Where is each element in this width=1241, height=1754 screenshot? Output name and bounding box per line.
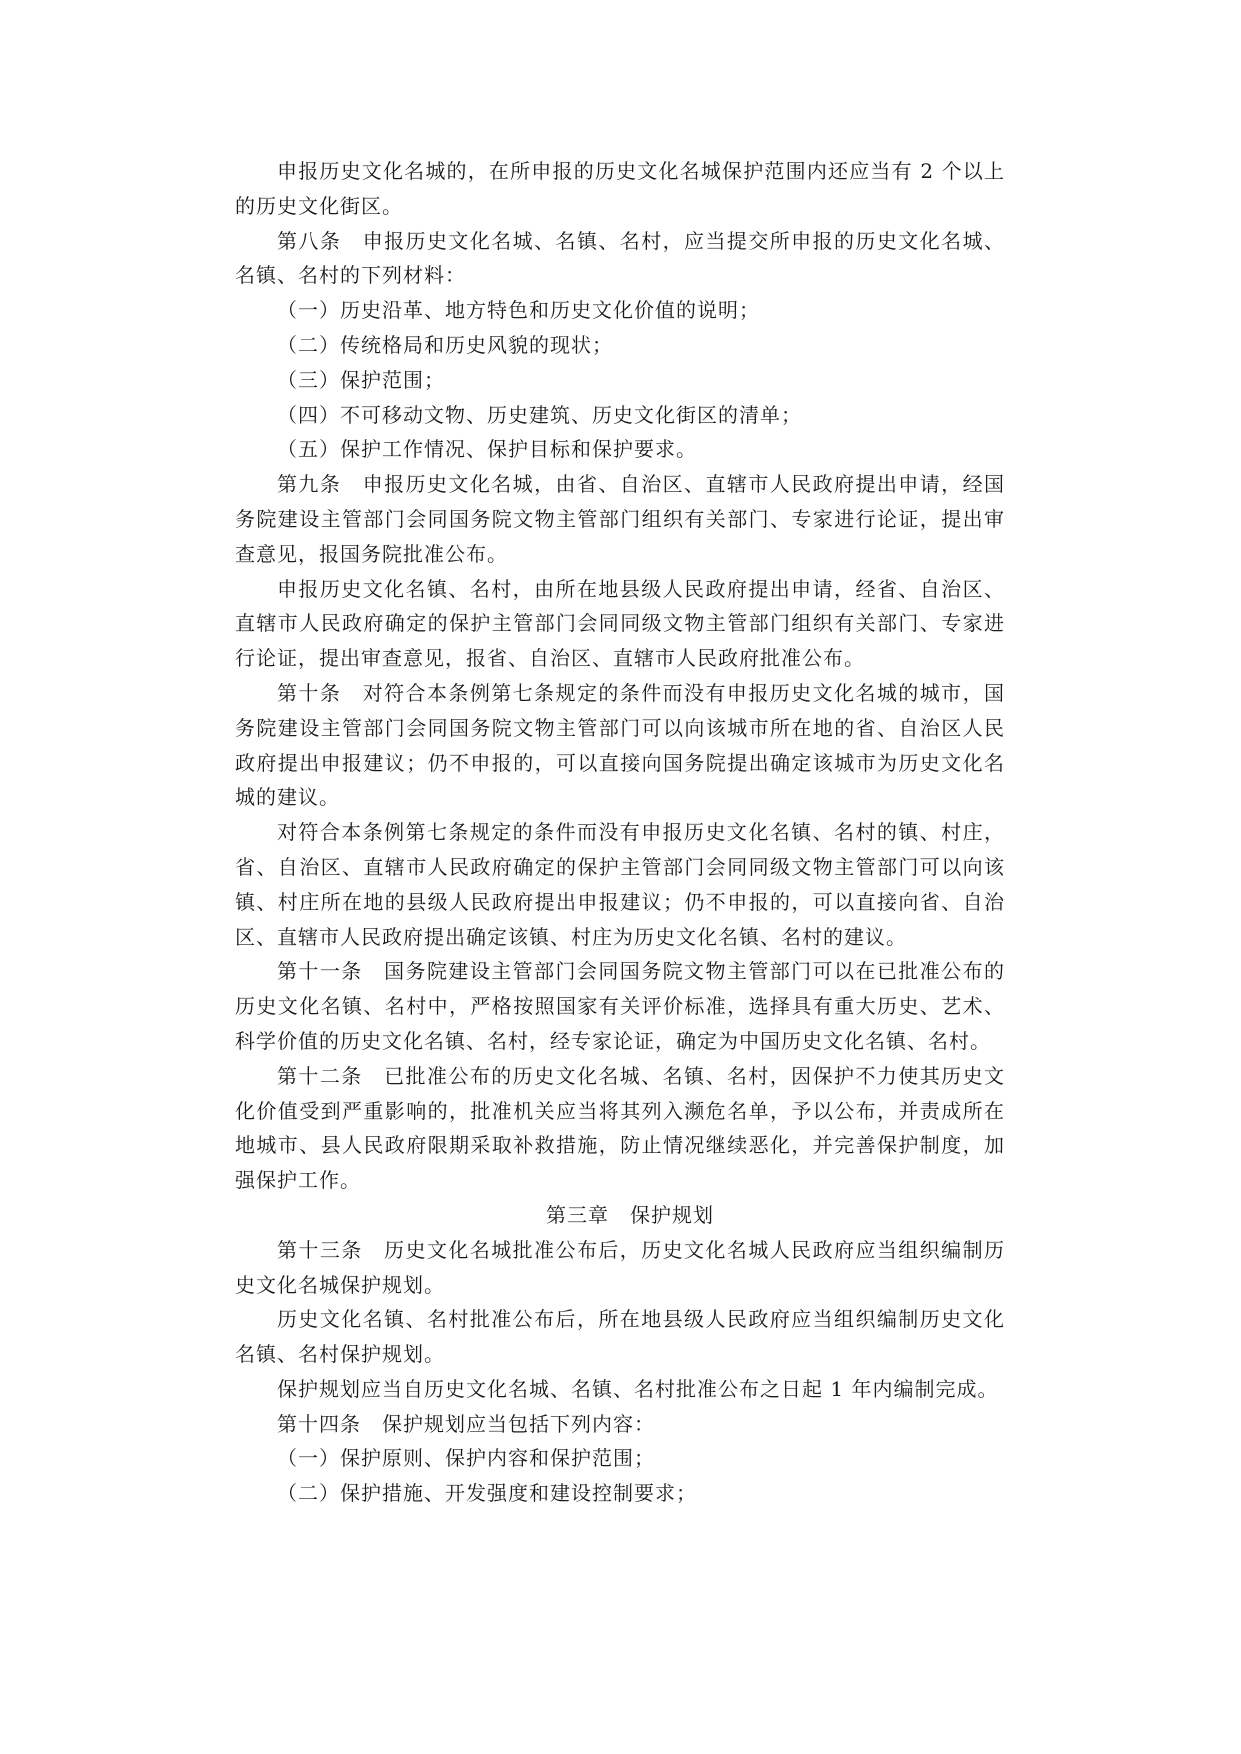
- paragraph-historic-district-requirement: 申报历史文化名城的，在所申报的历史文化名城保护范围内还应当有 2 个以上的历史文化街区。: [235, 159, 1005, 218]
- document-body: [235, 154, 1005, 1511]
- list-item-article-14-1: （一）保护原则、保护内容和保护范围；: [277, 1446, 655, 1471]
- paragraph-article-12: 第十二条 已批准公布的历史文化名城、名镇、名村，因保护不力使其历史文化价值受到严重影响的，批准机关应当将其列入濒危名单，予以公布，并责成所在地城市、县人民政府限期采取补救措施，防止情况继续恶化，并完善保护制度，加强保护工作。: [235, 1063, 1005, 1193]
- paragraph-article-13: 第十三条 历史文化名城批准公布后，历史文化名城人民政府应当组织编制历史文化名城保护规划。: [235, 1237, 1005, 1297]
- chapter-heading: 第三章 保护规划: [546, 1202, 714, 1227]
- paragraph-article-10: 第十条 对符合本条例第七条规定的条件而没有申报历史文化名城的城市，国务院建设主管部门会同国务院文物主管部门可以向该城市所在地的省、自治区人民政府提出申报建议；仍不申报的，可以直接向国务院提出确定该城市为历史文化名城的建议。: [235, 680, 1005, 810]
- paragraph-article-8: 第八条 申报历史文化名城、名镇、名村，应当提交所申报的历史文化名城、名镇、名村的下列材料：: [235, 228, 1005, 288]
- list-item-article-8-1: （一）历史沿革、地方特色和历史文化价值的说明；: [277, 298, 760, 323]
- paragraph-article-11: 第十一条 国务院建设主管部门会同国务院文物主管部门可以在已批准公布的历史文化名镇、名村中，严格按照国家有关评价标准，选择具有重大历史、艺术、科学价值的历史文化名镇、名村，经专家论证，确定为中国历史文化名镇、名村。: [235, 959, 1005, 1053]
- paragraph-article-9-towns: 申报历史文化名镇、名村，由所在地县级人民政府提出申请，经省、自治区、直辖市人民政府确定的保护主管部门会同同级文物主管部门组织有关部门、专家进行论证，提出审查意见，报省、自治区、直辖市人民政府批准公布。: [235, 576, 1005, 671]
- paragraph-article-9: 第九条 申报历史文化名城，由省、自治区、直辖市人民政府提出申请，经国务院建设主管部门会同国务院文物主管部门组织有关部门、专家进行论证，提出审查意见，报国务院批准公布。: [235, 472, 1005, 566]
- paragraph-article-10-towns: 对符合本条例第七条规定的条件而没有申报历史文化名镇、名村的镇、村庄，省、自治区、直辖市人民政府确定的保护主管部门会同同级文物主管部门可以向该镇、村庄所在地的县级人民政府提出申报建议；仍不申报的，可以直接向省、自治区、直辖市人民政府提出确定该镇、村庄为历史文化名镇、名村的建议。: [235, 820, 1005, 949]
- list-item-article-8-4: （四）不可移动文物、历史建筑、历史文化街区的清单；: [277, 402, 802, 427]
- paragraph-article-14: 第十四条 保护规划应当包括下列内容：: [277, 1411, 655, 1436]
- list-item-article-8-5: （五）保护工作情况、保护目标和保护要求。: [277, 437, 697, 462]
- list-item-article-8-2: （二）传统格局和历史风貌的现状；: [277, 332, 613, 357]
- list-item-article-8-3: （三）保护范围；: [277, 367, 445, 392]
- paragraph-article-13-deadline: 保护规划应当自历史文化名城、名镇、名村批准公布之日起 1 年内编制完成。: [277, 1376, 999, 1401]
- paragraph-article-13-towns: 历史文化名镇、名村批准公布后，所在地县级人民政府应当组织编制历史文化名镇、名村保护规划。: [235, 1307, 1005, 1367]
- list-item-article-14-2: （二）保护措施、开发强度和建设控制要求；: [277, 1481, 697, 1506]
